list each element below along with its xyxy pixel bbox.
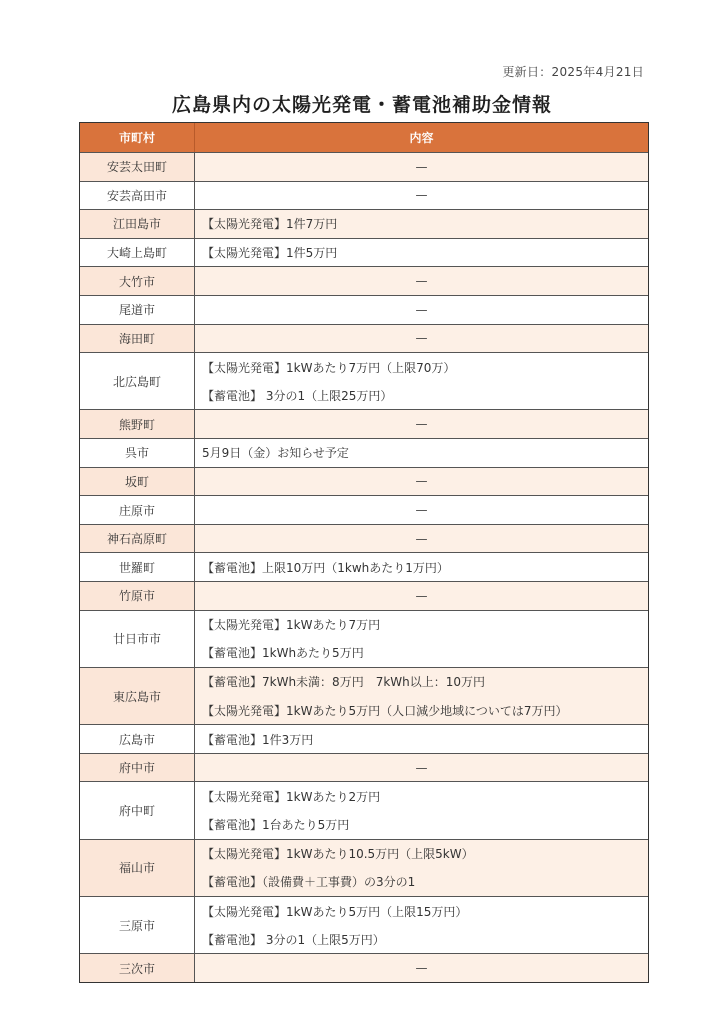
table-row bbox=[80, 724, 648, 753]
table-row bbox=[80, 209, 648, 238]
table-row bbox=[80, 181, 648, 210]
municipality-name: 庄原市 bbox=[80, 496, 195, 524]
subsidy-content bbox=[195, 782, 648, 838]
subsidy-line: 【蓄電池】 3分の1（上限25万円） bbox=[202, 388, 393, 403]
update-date: 更新日：2025年4月21日 bbox=[502, 65, 644, 79]
municipality-name: 広島市 bbox=[80, 725, 195, 753]
document-title: 広島県内の太陽光発電・蓄電池補助金情報 bbox=[171, 94, 552, 116]
subsidy-line: 【蓄電池】 3分の1（上限5万円） bbox=[202, 932, 385, 947]
subsidy-line: 【蓄電池】1件3万円 bbox=[202, 732, 314, 747]
subsidy-line: 【蓄電池】1kWhあたり5万円 bbox=[202, 646, 364, 661]
municipality-name: 廿日市市 bbox=[80, 611, 195, 667]
table-row bbox=[80, 152, 648, 181]
municipality-name: 大竹市 bbox=[80, 267, 195, 295]
table-row bbox=[80, 352, 648, 409]
no-subsidy-dash: — bbox=[415, 417, 428, 432]
subsidy-content bbox=[195, 410, 648, 438]
no-subsidy-dash: — bbox=[415, 503, 428, 518]
municipality-name: 北広島町 bbox=[80, 353, 195, 409]
municipality-name: 熊野町 bbox=[80, 410, 195, 438]
subsidy-line: 5月9日（金）お知らせ予定 bbox=[202, 446, 349, 461]
table-row bbox=[80, 839, 648, 896]
municipality-name: 大崎上島町 bbox=[80, 239, 195, 267]
subsidy-content bbox=[195, 725, 648, 753]
subsidy-line: 【太陽光発電】1kWあたり5万円（上限15万円） bbox=[202, 904, 468, 919]
table-row bbox=[80, 266, 648, 295]
subsidy-content bbox=[195, 296, 648, 324]
subsidy-content bbox=[195, 611, 648, 667]
subsidy-line: 【太陽光発電】1kWあたり2万円 bbox=[202, 789, 381, 804]
no-subsidy-dash: — bbox=[415, 159, 428, 174]
table-row bbox=[80, 667, 648, 724]
table-row bbox=[80, 753, 648, 782]
no-subsidy-dash: — bbox=[415, 531, 428, 546]
subsidy-content bbox=[195, 954, 648, 982]
subsidy-content bbox=[195, 897, 648, 953]
table-row bbox=[80, 781, 648, 838]
subsidy-content bbox=[195, 525, 648, 553]
table-row bbox=[80, 238, 648, 267]
subsidy-content bbox=[195, 267, 648, 295]
no-subsidy-dash: — bbox=[415, 961, 428, 976]
municipality-name: 江田島市 bbox=[80, 210, 195, 238]
subsidy-content bbox=[195, 468, 648, 496]
no-subsidy-dash: — bbox=[415, 331, 428, 346]
subsidy-content bbox=[195, 239, 648, 267]
municipality-name: 府中市 bbox=[80, 754, 195, 782]
table-row bbox=[80, 295, 648, 324]
table-row bbox=[80, 552, 648, 581]
subsidy-content bbox=[195, 553, 648, 581]
subsidy-content bbox=[195, 182, 648, 210]
no-subsidy-dash: — bbox=[415, 760, 428, 775]
subsidy-content bbox=[195, 439, 648, 467]
municipality-name: 竹原市 bbox=[80, 582, 195, 610]
table-row bbox=[80, 438, 648, 467]
table-header-row bbox=[80, 123, 648, 152]
subsidy-content bbox=[195, 496, 648, 524]
subsidy-content bbox=[195, 582, 648, 610]
subsidy-table bbox=[79, 122, 649, 983]
subsidy-line: 【太陽光発電】1kWあたり7万円 bbox=[202, 618, 381, 633]
municipality-name: 東広島市 bbox=[80, 668, 195, 724]
table-row bbox=[80, 610, 648, 667]
table-row bbox=[80, 495, 648, 524]
table-row bbox=[80, 324, 648, 353]
municipality-name: 三原市 bbox=[80, 897, 195, 953]
subsidy-line: 【蓄電池】（設備費＋工事費）の3分の1 bbox=[202, 875, 416, 890]
subsidy-line: 【太陽光発電】1kWあたり10.5万円（上限5kW） bbox=[202, 847, 474, 862]
subsidy-content bbox=[195, 325, 648, 353]
no-subsidy-dash: — bbox=[415, 474, 428, 489]
subsidy-line: 【蓄電池】1台あたり5万円 bbox=[202, 818, 350, 833]
header-content: 内容 bbox=[409, 131, 434, 145]
table-row bbox=[80, 953, 648, 982]
table-row bbox=[80, 581, 648, 610]
municipality-name: 神石高原町 bbox=[80, 525, 195, 553]
subsidy-content bbox=[195, 210, 648, 238]
subsidy-line: 【太陽光発電】1kWあたり5万円（人口減少地域については7万円） bbox=[202, 703, 568, 718]
no-subsidy-dash: — bbox=[415, 274, 428, 289]
municipality-name: 福山市 bbox=[80, 840, 195, 896]
subsidy-line: 【蓄電池】7kWh未満：8万円 7kWh以上：10万円 bbox=[202, 675, 486, 690]
subsidy-content bbox=[195, 754, 648, 782]
table-row bbox=[80, 524, 648, 553]
municipality-name: 世羅町 bbox=[80, 553, 195, 581]
no-subsidy-dash: — bbox=[415, 188, 428, 203]
municipality-name: 安芸高田市 bbox=[80, 182, 195, 210]
subsidy-line: 【太陽光発電】1件5万円 bbox=[202, 246, 338, 261]
no-subsidy-dash: — bbox=[415, 302, 428, 317]
municipality-name: 三次市 bbox=[80, 954, 195, 982]
table-row bbox=[80, 409, 648, 438]
subsidy-content bbox=[195, 840, 648, 896]
subsidy-content bbox=[195, 668, 648, 724]
municipality-name: 海田町 bbox=[80, 325, 195, 353]
header-municipality: 市町村 bbox=[80, 123, 195, 152]
subsidy-line: 【蓄電池】上限10万円（1kwhあたり1万円） bbox=[202, 560, 449, 575]
subsidy-content bbox=[195, 153, 648, 181]
municipality-name: 安芸太田町 bbox=[80, 153, 195, 181]
municipality-name: 坂町 bbox=[80, 468, 195, 496]
municipality-name: 尾道市 bbox=[80, 296, 195, 324]
municipality-name: 府中町 bbox=[80, 782, 195, 838]
subsidy-line: 【太陽光発電】1kWあたり7万円（上限70万） bbox=[202, 360, 456, 375]
subsidy-line: 【太陽光発電】1件7万円 bbox=[202, 217, 338, 232]
subsidy-content bbox=[195, 353, 648, 409]
municipality-name: 呉市 bbox=[80, 439, 195, 467]
no-subsidy-dash: — bbox=[415, 588, 428, 603]
table-row bbox=[80, 467, 648, 496]
table-row bbox=[80, 896, 648, 953]
